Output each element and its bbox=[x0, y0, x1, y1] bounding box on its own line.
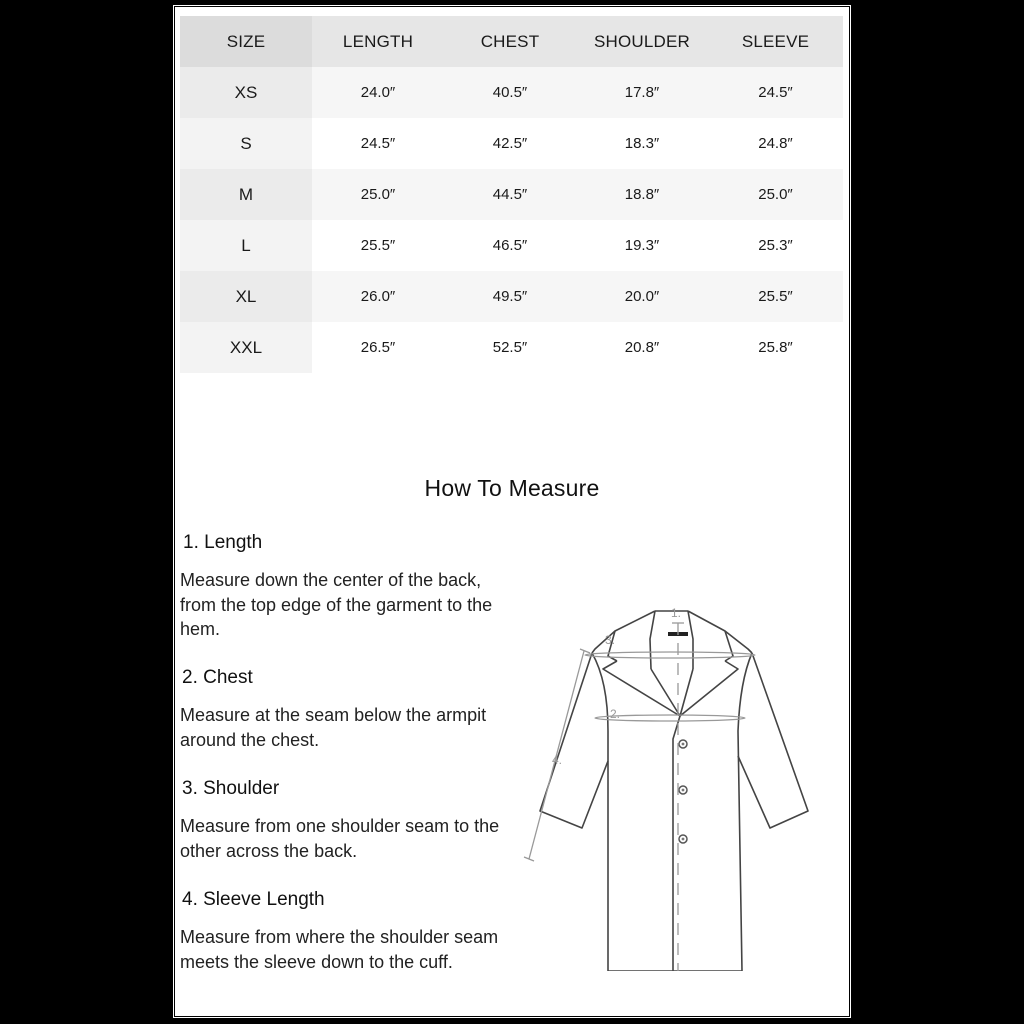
label-2: 2. bbox=[610, 707, 621, 721]
chest-cell: 42.5″ bbox=[444, 118, 576, 169]
coat-measurement-diagram-icon bbox=[520, 601, 820, 971]
chest-cell: 44.5″ bbox=[444, 169, 576, 220]
section-title-chest: 2. Chest bbox=[182, 667, 253, 688]
section-title-sleeve-length: 4. Sleeve Length bbox=[182, 889, 325, 910]
shoulder-cell: 18.8″ bbox=[576, 169, 708, 220]
sleeve-cell: 25.5″ bbox=[708, 271, 843, 322]
length-cell: 24.0″ bbox=[312, 67, 444, 118]
size-cell: XXL bbox=[180, 322, 312, 373]
length-cell: 26.5″ bbox=[312, 322, 444, 373]
section-body-sleeve-length: Measure from where the shoulder seam meets the sleeve down to the cuff. bbox=[180, 927, 499, 972]
header-size: SIZE bbox=[180, 16, 312, 67]
shoulder-cell: 20.0″ bbox=[576, 271, 708, 322]
section-body-shoulder: Measure from one shoulder seam to the other across the back. bbox=[180, 816, 500, 861]
section-title-length: 1. Length bbox=[183, 532, 263, 553]
table-row bbox=[180, 271, 843, 322]
shoulder-cell: 19.3″ bbox=[576, 220, 708, 271]
chest-cell: 52.5″ bbox=[444, 322, 576, 373]
sleeve-cell: 24.8″ bbox=[708, 118, 843, 169]
header-length: LENGTH bbox=[312, 16, 444, 67]
section-title-shoulder: 3. Shoulder bbox=[182, 778, 280, 799]
table-row bbox=[180, 169, 843, 220]
header-sleeve: SLEEVE bbox=[708, 16, 843, 67]
length-cell: 25.0″ bbox=[312, 169, 444, 220]
section-body-length: Measure down the center of the back, from the top edge of the garment to the hem. bbox=[180, 570, 493, 639]
length-cell: 24.5″ bbox=[312, 118, 444, 169]
table-row bbox=[180, 118, 843, 169]
size-cell: S bbox=[180, 118, 312, 169]
label-1: 1. bbox=[671, 606, 682, 620]
size-chart-panel bbox=[175, 7, 849, 1016]
chest-cell: 49.5″ bbox=[444, 271, 576, 322]
header-shoulder: SHOULDER bbox=[576, 16, 708, 67]
size-cell: L bbox=[180, 220, 312, 271]
chest-cell: 46.5″ bbox=[444, 220, 576, 271]
sleeve-cell: 24.5″ bbox=[708, 67, 843, 118]
size-cell: XL bbox=[180, 271, 312, 322]
shoulder-cell: 20.8″ bbox=[576, 322, 708, 373]
sleeve-cell: 25.0″ bbox=[708, 169, 843, 220]
label-3: 3. bbox=[605, 633, 616, 647]
length-cell: 25.5″ bbox=[312, 220, 444, 271]
sleeve-cell: 25.3″ bbox=[708, 220, 843, 271]
chest-cell: 40.5″ bbox=[444, 67, 576, 118]
label-4: 4. bbox=[552, 753, 563, 767]
size-cell: M bbox=[180, 169, 312, 220]
table-header-row bbox=[180, 16, 843, 67]
table-row bbox=[180, 67, 843, 118]
size-cell: XS bbox=[180, 67, 312, 118]
sleeve-cell: 25.8″ bbox=[708, 322, 843, 373]
shoulder-cell: 18.3″ bbox=[576, 118, 708, 169]
section-body-chest: Measure at the seam below the armpit around the chest. bbox=[180, 705, 487, 750]
table-row bbox=[180, 220, 843, 271]
size-table bbox=[180, 16, 843, 373]
header-chest: CHEST bbox=[444, 16, 576, 67]
table-row bbox=[180, 322, 843, 373]
shoulder-cell: 17.8″ bbox=[576, 67, 708, 118]
length-cell: 26.0″ bbox=[312, 271, 444, 322]
how-to-measure-title: How To Measure bbox=[424, 475, 600, 501]
